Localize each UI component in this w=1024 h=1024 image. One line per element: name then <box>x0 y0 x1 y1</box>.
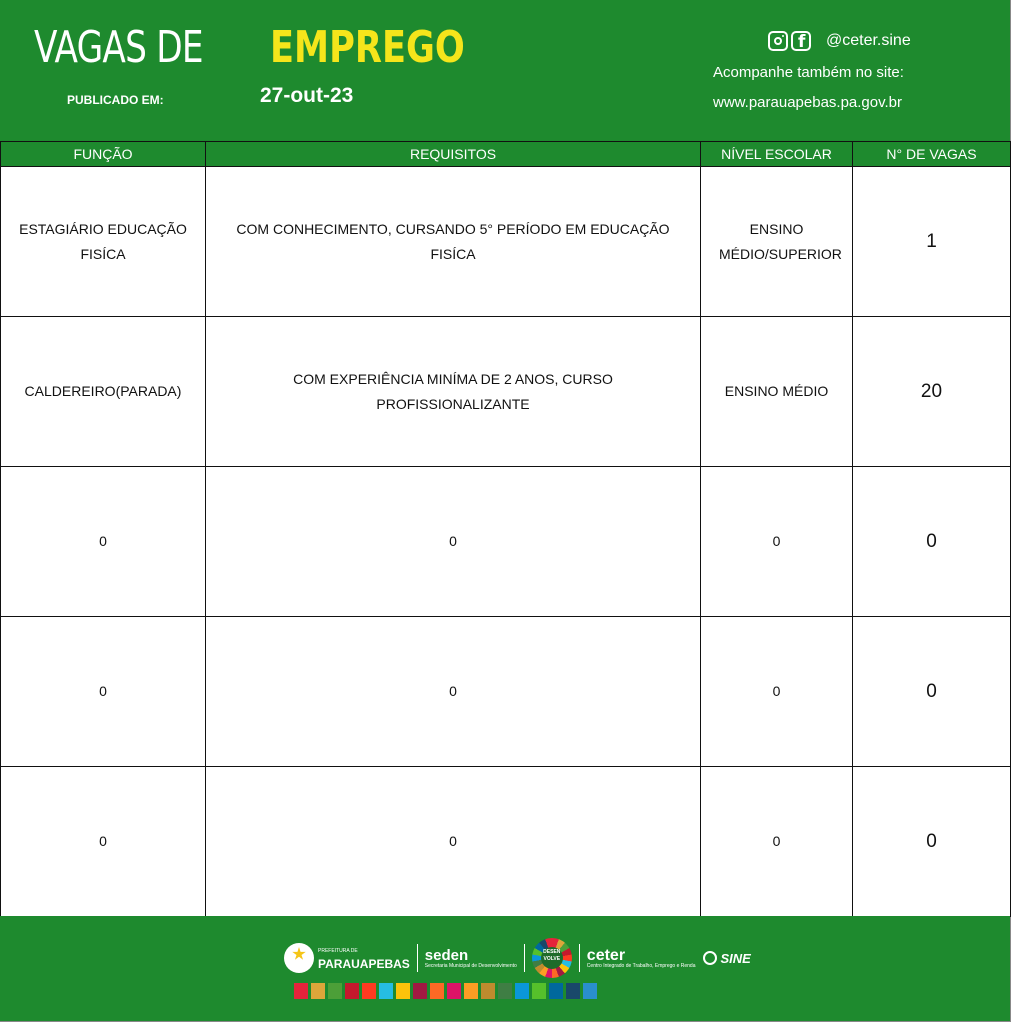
table-row <box>1 617 1011 767</box>
ods-icons-row <box>294 983 597 999</box>
cell-requisitos: 0 <box>206 617 701 767</box>
table-header-row <box>1 142 1011 167</box>
prefeitura-logo-text: PREFEITURA DE PARAUAPEBAS <box>318 948 410 971</box>
desenvolve-wheel-icon: DESEN VOLVE <box>532 938 572 978</box>
cell-funcao: 0 <box>1 467 206 617</box>
cell-requisitos: 0 <box>206 467 701 617</box>
prefeitura-logo-icon <box>284 943 314 973</box>
footer-banner <box>0 916 1010 1021</box>
cell-funcao: CALDEREIRO(PARADA) <box>1 317 206 467</box>
social-handle: @ceter.sine <box>826 32 911 49</box>
ods-goal-icon <box>498 983 512 999</box>
cell-nivel-escolar: 0 <box>701 617 853 767</box>
ceter-logo: ceter Centro Integrado de Trabalho, Emprego e Renda <box>586 946 696 969</box>
cell-requisitos: 0 <box>206 767 701 917</box>
cell-requisitos: COM EXPERIÊNCIA MINÍMA DE 2 ANOS, CURSO PROFISSIONALIZANTE <box>206 317 701 467</box>
partner-logos <box>284 938 751 978</box>
sine-icon <box>703 951 717 965</box>
site-label: Acompanhe também no site: <box>713 64 904 81</box>
ods-goal-icon <box>532 983 546 999</box>
title-vagas-de: VAGAS DE <box>34 22 203 73</box>
table-row <box>1 317 1011 467</box>
logo-divider <box>579 944 580 972</box>
cell-requisitos: COM CONHECIMENTO, CURSANDO 5° PERÍODO EM EDUCAÇÃO FISÍCA <box>206 167 701 317</box>
table-row <box>1 467 1011 617</box>
published-date: 27-out-23 <box>260 84 354 107</box>
job-table <box>0 141 1011 917</box>
instagram-icon <box>768 31 788 51</box>
col-header-nivel-escolar: NÍVEL ESCOLAR <box>701 142 853 167</box>
table-row <box>1 167 1011 317</box>
logo-divider <box>417 944 418 972</box>
facebook-icon: f <box>791 31 811 51</box>
logo-divider <box>524 944 525 972</box>
col-header-requisitos: REQUISITOS <box>206 142 701 167</box>
cell-nivel-escolar: ENSINO MÉDIO/SUPERIOR <box>701 167 853 317</box>
cell-vagas: 0 <box>853 467 1011 617</box>
title-emprego: EMPREGO <box>270 22 465 73</box>
ods-goal-icon <box>481 983 495 999</box>
published-label: PUBLICADO EM: <box>67 93 164 107</box>
table-row <box>1 767 1011 917</box>
ods-goal-icon <box>294 983 308 999</box>
cell-nivel-escolar: 0 <box>701 467 853 617</box>
header-banner <box>0 0 1010 141</box>
ods-goal-icon <box>583 983 597 999</box>
ods-goal-icon <box>430 983 444 999</box>
cell-vagas: 0 <box>853 767 1011 917</box>
cell-funcao: 0 <box>1 617 206 767</box>
site-url: www.parauapebas.pa.gov.br <box>713 94 903 111</box>
cell-nivel-escolar: ENSINO MÉDIO <box>701 317 853 467</box>
ods-goal-icon <box>447 983 461 999</box>
seden-logo: seden Secretaria Municipal de Desenvolvimento <box>424 946 517 969</box>
ods-goal-icon <box>311 983 325 999</box>
ods-goal-icon <box>413 983 427 999</box>
col-header-vagas: N° DE VAGAS <box>853 142 1011 167</box>
cell-funcao: ESTAGIÁRIO EDUCAÇÃO FISÍCA <box>1 167 206 317</box>
cell-vagas: 20 <box>853 317 1011 467</box>
cell-nivel-escolar: 0 <box>701 767 853 917</box>
cell-vagas: 0 <box>853 617 1011 767</box>
social-handles <box>768 31 911 51</box>
ods-goal-icon <box>515 983 529 999</box>
ods-goal-icon <box>379 983 393 999</box>
ods-goal-icon <box>549 983 563 999</box>
ods-goal-icon <box>362 983 376 999</box>
ods-goal-icon <box>328 983 342 999</box>
cell-vagas: 1 <box>853 167 1011 317</box>
cell-funcao: 0 <box>1 767 206 917</box>
sine-logo: SINE <box>703 951 750 966</box>
ods-goal-icon <box>396 983 410 999</box>
ods-goal-icon <box>566 983 580 999</box>
ods-goal-icon <box>345 983 359 999</box>
col-header-funcao: FUNÇÃO <box>1 142 206 167</box>
ods-goal-icon <box>464 983 478 999</box>
